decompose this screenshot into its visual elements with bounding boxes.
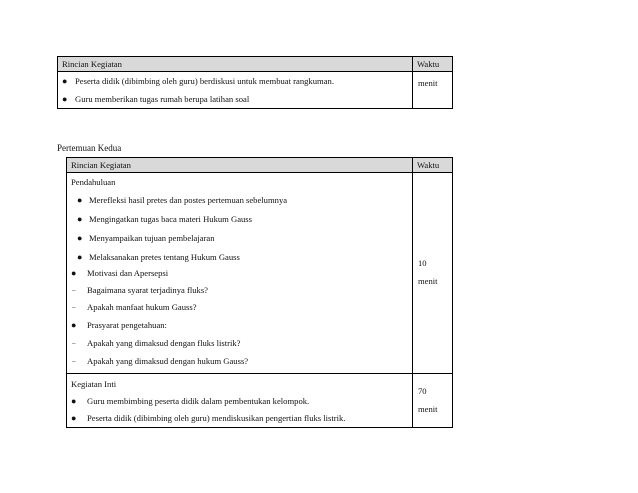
list-item: – Apakah yang dimaksud dengan fluks listrik? (67, 336, 412, 351)
bullet-icon: ● (71, 413, 77, 423)
list-item: ● Motivasi dan Apersepsi (67, 266, 412, 281)
dash-icon: – (72, 357, 76, 365)
bullet-icon: ● (77, 214, 83, 224)
header-waktu: Waktu (417, 59, 440, 69)
table-header-row (58, 57, 453, 72)
bullet-icon: ● (77, 252, 83, 262)
waktu-unit: menit (418, 404, 438, 414)
list-item: ● Prasyarat pengetahuan: (67, 318, 412, 333)
list-item: ● Mengingatkan tugas baca materi Hukum Gauss (67, 212, 412, 227)
header-rincian-kegiatan: Rincian Kegiatan (71, 160, 131, 170)
bullet-icon: ● (77, 233, 83, 243)
list-item: ● Guru membimbing peserta didik dalam pembentukan kelompok. (67, 394, 412, 409)
waktu-value: menit (418, 78, 438, 88)
list-item: – Bagaimana syarat terjadinya fluks? (67, 283, 412, 298)
table-header-row (67, 158, 453, 173)
bullet-icon: ● (77, 195, 83, 205)
table-row (58, 72, 453, 109)
header-rincian-kegiatan: Rincian Kegiatan (62, 59, 122, 69)
section-heading: Pertemuan Kedua (57, 143, 122, 153)
list-item: ● Menyampaikan tujuan pembelajaran (67, 231, 412, 246)
bullet-icon: ● (71, 268, 77, 278)
waktu-unit: menit (418, 276, 438, 286)
bullet-icon: ● (62, 76, 68, 86)
bullet-icon: ● (71, 320, 77, 330)
waktu-value: 70 (418, 386, 427, 396)
list-item: ● Merefleksi hasil pretes dan postes pertemuan sebelumnya (67, 193, 412, 208)
activity-table-1 (57, 56, 453, 109)
dash-icon: – (72, 339, 76, 347)
list-item: – Apakah manfaat hukum Gauss? (67, 300, 412, 315)
dash-icon: – (72, 286, 76, 294)
activity-table-2 (66, 157, 453, 428)
list-item: ● Melaksanakan pretes tentang Hukum Gauss (67, 250, 412, 265)
header-waktu: Waktu (417, 160, 440, 170)
list-item: – Apakah yang dimaksud dengan hukum Gauss? (67, 354, 412, 369)
waktu-value: 10 (418, 258, 427, 268)
table-row-kegiatan-inti (67, 374, 453, 428)
bullet-icon: ● (71, 396, 77, 406)
list-item: ● Guru memberikan tugas rumah berupa latihan soal (58, 92, 412, 107)
section-title-pendahuluan: Pendahuluan (71, 177, 116, 187)
list-item: ● Peserta didik (dibimbing oleh guru) mendiskusikan pengertian fluks listrik. (67, 411, 412, 426)
table-row-pendahuluan (67, 173, 453, 374)
dash-icon: – (72, 303, 76, 311)
section-title-kegiatan-inti: Kegiatan Inti (71, 379, 117, 389)
bullet-icon: ● (62, 94, 68, 104)
list-item: ● Peserta didik (dibimbing oleh guru) berdiskusi untuk membuat rangkuman. (58, 74, 412, 89)
